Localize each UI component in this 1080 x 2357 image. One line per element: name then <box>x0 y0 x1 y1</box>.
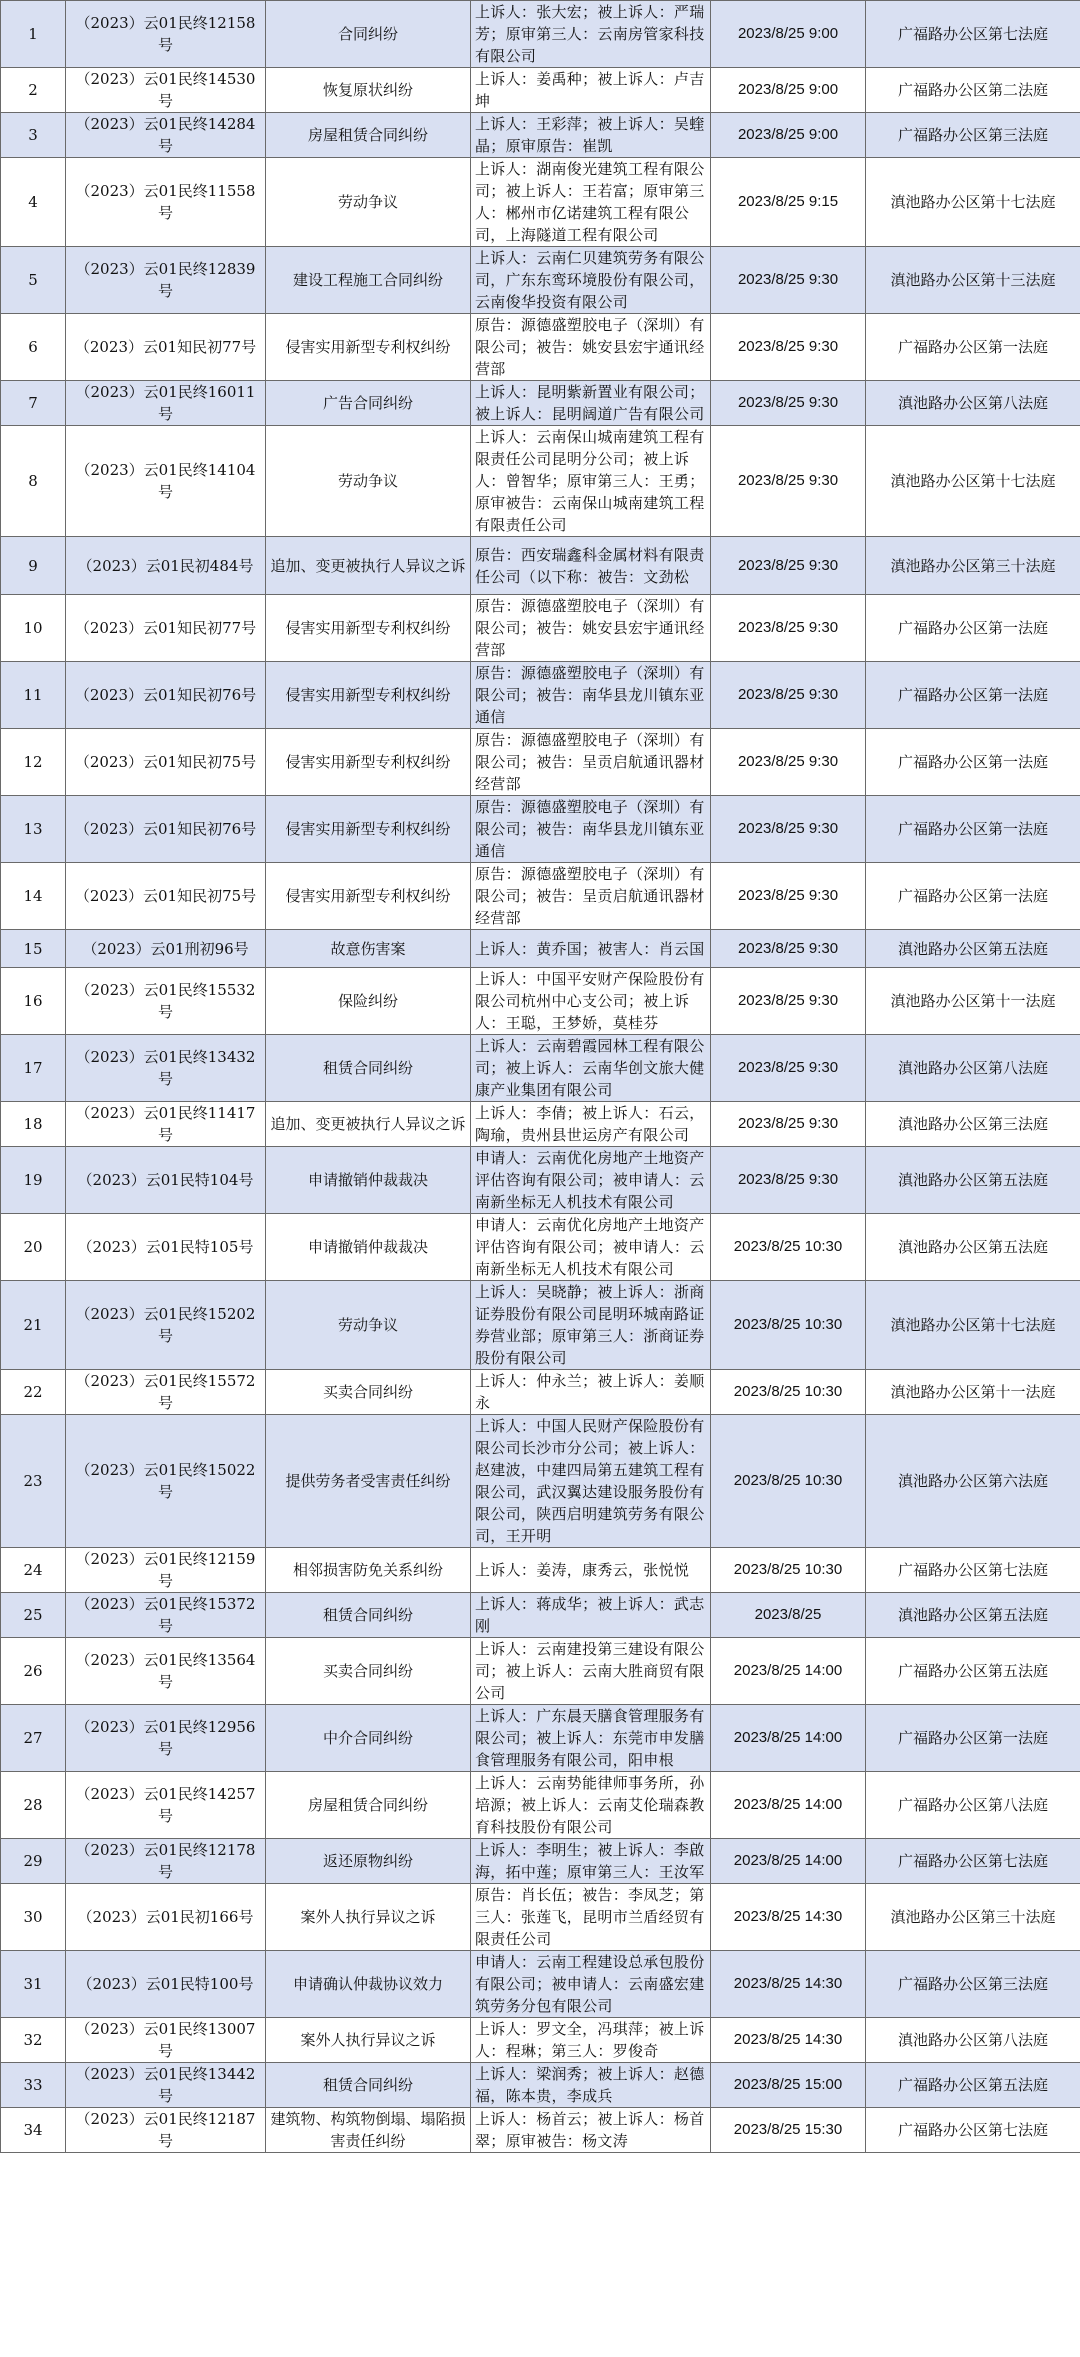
hearing-time: 2023/8/25 9:30 <box>711 537 866 595</box>
hearing-time: 2023/8/25 9:30 <box>711 930 866 968</box>
case-number: （2023）云01民终15202号 <box>66 1281 266 1370</box>
row-number: 17 <box>1 1035 66 1102</box>
hearing-time: 2023/8/25 9:30 <box>711 426 866 537</box>
hearing-time: 2023/8/25 9:00 <box>711 68 866 113</box>
row-number: 9 <box>1 537 66 595</box>
row-number: 16 <box>1 968 66 1035</box>
case-number: （2023）云01民特104号 <box>66 1147 266 1214</box>
case-cause: 买卖合同纠纷 <box>266 1370 471 1415</box>
case-parties: 申请人：云南优化房地产土地资产评估咨询有限公司；被申请人：云南新坐标无人机技术有限公司 <box>471 1214 711 1281</box>
table-row <box>1 796 1080 863</box>
case-number: （2023）云01民终12956号 <box>66 1705 266 1772</box>
courtroom: 广福路办公区第一法庭 <box>866 595 1080 662</box>
case-cause: 追加、变更被执行人异议之诉 <box>266 1102 471 1147</box>
case-number: （2023）云01刑初96号 <box>66 930 266 968</box>
hearing-time: 2023/8/25 9:30 <box>711 314 866 381</box>
hearing-time: 2023/8/25 9:30 <box>711 729 866 796</box>
case-number: （2023）云01知民初76号 <box>66 796 266 863</box>
case-parties: 上诉人：张大宏；被上诉人：严瑞芳；原审第三人：云南房管家科技有限公司 <box>471 1 711 68</box>
row-number: 11 <box>1 662 66 729</box>
hearing-time: 2023/8/25 10:30 <box>711 1281 866 1370</box>
case-parties: 原告：源德盛塑胶电子（深圳）有限公司；被告：呈贡启航通讯器材经营部 <box>471 863 711 930</box>
table-row <box>1 1281 1080 1370</box>
hearing-time: 2023/8/25 9:30 <box>711 863 866 930</box>
case-parties: 上诉人：姜涛，康秀云，张悦悦 <box>471 1548 711 1593</box>
table-row <box>1 247 1080 314</box>
case-parties: 上诉人：杨首云；被上诉人：杨首翠；原审被告：杨文涛 <box>471 2108 711 2153</box>
case-parties: 原告：源德盛塑胶电子（深圳）有限公司；被告：南华县龙川镇东亚通信 <box>471 796 711 863</box>
case-parties: 申请人：云南优化房地产土地资产评估咨询有限公司；被申请人：云南新坐标无人机技术有限公司 <box>471 1147 711 1214</box>
case-cause: 侵害实用新型专利权纠纷 <box>266 729 471 796</box>
case-parties: 上诉人：姜禹种；被上诉人：卢吉坤 <box>471 68 711 113</box>
case-cause: 提供劳务者受害责任纠纷 <box>266 1415 471 1548</box>
courtroom: 滇池路办公区第三十法庭 <box>866 537 1080 595</box>
courtroom: 广福路办公区第一法庭 <box>866 662 1080 729</box>
case-parties: 上诉人：黄乔国；被害人：肖云国 <box>471 930 711 968</box>
hearing-time: 2023/8/25 14:00 <box>711 1772 866 1839</box>
case-parties: 上诉人：云南势能律师事务所，孙培源；被上诉人：云南艾伦瑞森教育科技股份有限公司 <box>471 1772 711 1839</box>
row-number: 2 <box>1 68 66 113</box>
row-number: 34 <box>1 2108 66 2153</box>
courtroom: 滇池路办公区第三法庭 <box>866 1102 1080 1147</box>
case-cause: 申请撤销仲裁裁决 <box>266 1214 471 1281</box>
table-row <box>1 113 1080 158</box>
row-number: 5 <box>1 247 66 314</box>
case-number: （2023）云01民终14530号 <box>66 68 266 113</box>
case-cause: 保险纠纷 <box>266 968 471 1035</box>
row-number: 3 <box>1 113 66 158</box>
case-parties: 原告：源德盛塑胶电子（深圳）有限公司；被告：姚安县宏宇通讯经营部 <box>471 595 711 662</box>
case-parties: 上诉人：湖南俊光建筑工程有限公司；被上诉人：王若富；原审第三人：郴州市亿诺建筑工程有限公司，上海隧道工程有限公司 <box>471 158 711 247</box>
case-number: （2023）云01民终14104号 <box>66 426 266 537</box>
case-cause: 租赁合同纠纷 <box>266 1035 471 1102</box>
case-number: （2023）云01民终12178号 <box>66 1839 266 1884</box>
case-cause: 返还原物纠纷 <box>266 1839 471 1884</box>
case-parties: 原告：源德盛塑胶电子（深圳）有限公司；被告：南华县龙川镇东亚通信 <box>471 662 711 729</box>
case-parties: 上诉人：蒋成华；被上诉人：武志刚 <box>471 1593 711 1638</box>
case-parties: 上诉人：中国平安财产保险股份有限公司杭州中心支公司；被上诉人：王聪，王梦娇，莫桂芬 <box>471 968 711 1035</box>
table-row <box>1 1102 1080 1147</box>
row-number: 29 <box>1 1839 66 1884</box>
case-number: （2023）云01民终15022号 <box>66 1415 266 1548</box>
table-row <box>1 863 1080 930</box>
case-cause: 案外人执行异议之诉 <box>266 1884 471 1951</box>
courtroom: 滇池路办公区第八法庭 <box>866 381 1080 426</box>
case-cause: 房屋租赁合同纠纷 <box>266 113 471 158</box>
case-number: （2023）云01民终15572号 <box>66 1370 266 1415</box>
courtroom: 滇池路办公区第十一法庭 <box>866 968 1080 1035</box>
courtroom: 广福路办公区第三法庭 <box>866 113 1080 158</box>
table-row <box>1 1415 1080 1548</box>
case-number: （2023）云01民特105号 <box>66 1214 266 1281</box>
case-parties: 上诉人：罗文全，冯琪萍；被上诉人：程琳；第三人：罗俊奇 <box>471 2018 711 2063</box>
case-parties: 上诉人：李明生；被上诉人：李啟海，拓中莲；原审第三人：王汝军 <box>471 1839 711 1884</box>
table-row <box>1 314 1080 381</box>
hearing-time: 2023/8/25 10:30 <box>711 1548 866 1593</box>
case-number: （2023）云01民终13007号 <box>66 2018 266 2063</box>
case-number: （2023）云01民终13442号 <box>66 2063 266 2108</box>
row-number: 14 <box>1 863 66 930</box>
hearing-time: 2023/8/25 9:30 <box>711 968 866 1035</box>
case-cause: 侵害实用新型专利权纠纷 <box>266 595 471 662</box>
row-number: 27 <box>1 1705 66 1772</box>
table-row <box>1 1884 1080 1951</box>
case-number: （2023）云01民特100号 <box>66 1951 266 2018</box>
case-number: （2023）云01民终14284号 <box>66 113 266 158</box>
courtroom: 滇池路办公区第三十法庭 <box>866 1884 1080 1951</box>
courtroom: 广福路办公区第七法庭 <box>866 1548 1080 1593</box>
table-row <box>1 1 1080 68</box>
courtroom: 广福路办公区第一法庭 <box>866 863 1080 930</box>
courtroom: 滇池路办公区第五法庭 <box>866 1147 1080 1214</box>
case-parties: 原告：肖长伍；被告：李凤芝；第三人：张莲飞，昆明市兰盾经贸有限责任公司 <box>471 1884 711 1951</box>
case-parties: 上诉人：云南仁贝建筑劳务有限公司，广东东鸾环境股份有限公司，云南俊华投资有限公司 <box>471 247 711 314</box>
case-cause: 合同纠纷 <box>266 1 471 68</box>
row-number: 20 <box>1 1214 66 1281</box>
case-parties: 上诉人：李倩；被上诉人：石云，陶瑜，贵州县世运房产有限公司 <box>471 1102 711 1147</box>
case-number: （2023）云01民初166号 <box>66 1884 266 1951</box>
row-number: 30 <box>1 1884 66 1951</box>
table-row <box>1 1772 1080 1839</box>
table-row <box>1 158 1080 247</box>
row-number: 19 <box>1 1147 66 1214</box>
case-cause: 租赁合同纠纷 <box>266 1593 471 1638</box>
table-row <box>1 1214 1080 1281</box>
case-number: （2023）云01民终14257号 <box>66 1772 266 1839</box>
courtroom: 滇池路办公区第十七法庭 <box>866 426 1080 537</box>
row-number: 8 <box>1 426 66 537</box>
courtroom: 滇池路办公区第五法庭 <box>866 930 1080 968</box>
courtroom: 广福路办公区第三法庭 <box>866 1951 1080 2018</box>
case-parties: 上诉人：吴晓静；被上诉人：浙商证券股份有限公司昆明环城南路证券营业部；原审第三人：浙商证券股份有限公司 <box>471 1281 711 1370</box>
case-cause: 侵害实用新型专利权纠纷 <box>266 662 471 729</box>
case-number: （2023）云01知民初76号 <box>66 662 266 729</box>
case-cause: 劳动争议 <box>266 426 471 537</box>
courtroom: 滇池路办公区第五法庭 <box>866 1593 1080 1638</box>
case-parties: 上诉人：王彩萍；被上诉人：吴蝰晶；原审原告：崔凯 <box>471 113 711 158</box>
courtroom: 滇池路办公区第六法庭 <box>866 1415 1080 1548</box>
case-parties: 上诉人：仲永兰；被上诉人：姜顺永 <box>471 1370 711 1415</box>
case-cause: 追加、变更被执行人异议之诉 <box>266 537 471 595</box>
case-parties: 原告：西安瑞鑫科金属材料有限责任公司（以下称：被告：文劲松 <box>471 537 711 595</box>
case-number: （2023）云01民终13564号 <box>66 1638 266 1705</box>
hearing-time: 2023/8/25 9:00 <box>711 1 866 68</box>
case-cause: 劳动争议 <box>266 158 471 247</box>
case-number: （2023）云01民终11417号 <box>66 1102 266 1147</box>
hearing-time: 2023/8/25 9:30 <box>711 1102 866 1147</box>
hearing-time: 2023/8/25 15:00 <box>711 2063 866 2108</box>
table-row <box>1 1370 1080 1415</box>
hearing-time: 2023/8/25 15:30 <box>711 2108 866 2153</box>
table-row <box>1 381 1080 426</box>
case-cause: 建筑物、构筑物倒塌、塌陷损害责任纠纷 <box>266 2108 471 2153</box>
hearing-time: 2023/8/25 14:00 <box>711 1705 866 1772</box>
case-cause: 故意伤害案 <box>266 930 471 968</box>
hearing-time: 2023/8/25 9:00 <box>711 113 866 158</box>
case-cause: 相邻损害防免关系纠纷 <box>266 1548 471 1593</box>
case-cause: 侵害实用新型专利权纠纷 <box>266 863 471 930</box>
row-number: 22 <box>1 1370 66 1415</box>
case-cause: 建设工程施工合同纠纷 <box>266 247 471 314</box>
courtroom: 滇池路办公区第八法庭 <box>866 2018 1080 2063</box>
table-row <box>1 1951 1080 2018</box>
case-number: （2023）云01民终15532号 <box>66 968 266 1035</box>
row-number: 18 <box>1 1102 66 1147</box>
case-number: （2023）云01民终13432号 <box>66 1035 266 1102</box>
case-cause: 申请确认仲裁协议效力 <box>266 1951 471 2018</box>
case-parties: 上诉人：昆明紫新置业有限公司；被上诉人：昆明阔道广告有限公司 <box>471 381 711 426</box>
hearing-time: 2023/8/25 9:30 <box>711 662 866 729</box>
courtroom: 滇池路办公区第十七法庭 <box>866 158 1080 247</box>
table-row <box>1 729 1080 796</box>
hearing-time: 2023/8/25 14:00 <box>711 1638 866 1705</box>
case-parties: 上诉人：广东晨天膳食管理服务有限公司；被上诉人：东莞市申发膳食管理服务有限公司，阳申根 <box>471 1705 711 1772</box>
row-number: 23 <box>1 1415 66 1548</box>
case-cause: 侵害实用新型专利权纠纷 <box>266 314 471 381</box>
row-number: 4 <box>1 158 66 247</box>
courtroom: 广福路办公区第七法庭 <box>866 1 1080 68</box>
case-number: （2023）云01知民初77号 <box>66 314 266 381</box>
courtroom: 广福路办公区第七法庭 <box>866 1839 1080 1884</box>
table-row <box>1 1705 1080 1772</box>
hearing-time: 2023/8/25 9:30 <box>711 796 866 863</box>
row-number: 25 <box>1 1593 66 1638</box>
row-number: 13 <box>1 796 66 863</box>
table-row <box>1 1147 1080 1214</box>
case-cause: 劳动争议 <box>266 1281 471 1370</box>
courtroom: 广福路办公区第八法庭 <box>866 1772 1080 1839</box>
case-cause: 买卖合同纠纷 <box>266 1638 471 1705</box>
hearing-time: 2023/8/25 9:30 <box>711 1147 866 1214</box>
table-row <box>1 930 1080 968</box>
table-row <box>1 968 1080 1035</box>
row-number: 10 <box>1 595 66 662</box>
courtroom: 广福路办公区第一法庭 <box>866 1705 1080 1772</box>
row-number: 32 <box>1 2018 66 2063</box>
row-number: 28 <box>1 1772 66 1839</box>
courtroom: 滇池路办公区第十三法庭 <box>866 247 1080 314</box>
table-row <box>1 2018 1080 2063</box>
hearing-time: 2023/8/25 14:00 <box>711 1839 866 1884</box>
row-number: 33 <box>1 2063 66 2108</box>
case-number: （2023）云01民终12839号 <box>66 247 266 314</box>
row-number: 7 <box>1 381 66 426</box>
case-number: （2023）云01民初484号 <box>66 537 266 595</box>
hearing-time: 2023/8/25 9:30 <box>711 381 866 426</box>
hearing-time: 2023/8/25 9:30 <box>711 1035 866 1102</box>
case-number: （2023）云01知民初77号 <box>66 595 266 662</box>
case-parties: 申请人：云南工程建设总承包股份有限公司；被申请人：云南盛宏建筑劳务分包有限公司 <box>471 1951 711 2018</box>
case-cause: 案外人执行异议之诉 <box>266 2018 471 2063</box>
hearing-time: 2023/8/25 10:30 <box>711 1415 866 1548</box>
courtroom: 广福路办公区第五法庭 <box>866 1638 1080 1705</box>
row-number: 26 <box>1 1638 66 1705</box>
case-number: （2023）云01民终12159号 <box>66 1548 266 1593</box>
row-number: 6 <box>1 314 66 381</box>
case-number: （2023）云01民终15372号 <box>66 1593 266 1638</box>
case-number: （2023）云01知民初75号 <box>66 863 266 930</box>
case-number: （2023）云01知民初75号 <box>66 729 266 796</box>
row-number: 15 <box>1 930 66 968</box>
hearing-time: 2023/8/25 10:30 <box>711 1370 866 1415</box>
courtroom: 广福路办公区第二法庭 <box>866 68 1080 113</box>
table-row <box>1 1593 1080 1638</box>
case-parties: 原告：源德盛塑胶电子（深圳）有限公司；被告：姚安县宏宇通讯经营部 <box>471 314 711 381</box>
table-row <box>1 1638 1080 1705</box>
hearing-time: 2023/8/25 14:30 <box>711 1884 866 1951</box>
case-cause: 中介合同纠纷 <box>266 1705 471 1772</box>
table-row <box>1 1035 1080 1102</box>
case-parties: 上诉人：云南碧霞园林工程有限公司；被上诉人：云南华创文旅大健康产业集团有限公司 <box>471 1035 711 1102</box>
case-number: （2023）云01民终11558号 <box>66 158 266 247</box>
table-row <box>1 426 1080 537</box>
hearing-time: 2023/8/25 <box>711 1593 866 1638</box>
hearing-time: 2023/8/25 9:15 <box>711 158 866 247</box>
row-number: 12 <box>1 729 66 796</box>
hearing-time: 2023/8/25 14:30 <box>711 1951 866 2018</box>
case-cause: 恢复原状纠纷 <box>266 68 471 113</box>
row-number: 1 <box>1 1 66 68</box>
table-row <box>1 2063 1080 2108</box>
hearing-time: 2023/8/25 9:30 <box>711 247 866 314</box>
row-number: 24 <box>1 1548 66 1593</box>
case-cause: 广告合同纠纷 <box>266 381 471 426</box>
courtroom: 广福路办公区第一法庭 <box>866 729 1080 796</box>
courtroom: 滇池路办公区第五法庭 <box>866 1214 1080 1281</box>
case-number: （2023）云01民终16011号 <box>66 381 266 426</box>
hearing-time: 2023/8/25 14:30 <box>711 2018 866 2063</box>
case-number: （2023）云01民终12187号 <box>66 2108 266 2153</box>
table-row <box>1 2108 1080 2153</box>
case-cause: 租赁合同纠纷 <box>266 2063 471 2108</box>
courtroom: 广福路办公区第五法庭 <box>866 2063 1080 2108</box>
courtroom: 广福路办公区第七法庭 <box>866 2108 1080 2153</box>
table-row <box>1 1839 1080 1884</box>
case-parties: 原告：源德盛塑胶电子（深圳）有限公司；被告：呈贡启航通讯器材经营部 <box>471 729 711 796</box>
case-cause: 侵害实用新型专利权纠纷 <box>266 796 471 863</box>
courtroom: 滇池路办公区第八法庭 <box>866 1035 1080 1102</box>
table-row <box>1 68 1080 113</box>
table-row <box>1 537 1080 595</box>
case-cause: 申请撤销仲裁裁决 <box>266 1147 471 1214</box>
row-number: 31 <box>1 1951 66 2018</box>
case-parties: 上诉人：云南保山城南建筑工程有限责任公司昆明分公司；被上诉人：曾智华；原审第三人：王勇；原审被告：云南保山城南建筑工程有限责任公司 <box>471 426 711 537</box>
case-parties: 上诉人：云南建投第三建设有限公司；被上诉人：云南大胜商贸有限公司 <box>471 1638 711 1705</box>
hearing-time: 2023/8/25 10:30 <box>711 1214 866 1281</box>
row-number: 21 <box>1 1281 66 1370</box>
table-row <box>1 1548 1080 1593</box>
schedule-body <box>1 1 1080 2153</box>
table-row <box>1 595 1080 662</box>
courtroom: 滇池路办公区第十七法庭 <box>866 1281 1080 1370</box>
table-row <box>1 662 1080 729</box>
courtroom: 广福路办公区第一法庭 <box>866 314 1080 381</box>
case-parties: 上诉人：中国人民财产保险股份有限公司长沙市分公司；被上诉人：赵建波，中建四局第五建筑工程有限公司，武汉翼达建设服务股份有限公司，陕西启明建筑劳务有限公司，王开明 <box>471 1415 711 1548</box>
case-parties: 上诉人：梁润秀；被上诉人：赵德福，陈本贵，李成兵 <box>471 2063 711 2108</box>
courtroom: 滇池路办公区第十一法庭 <box>866 1370 1080 1415</box>
hearing-time: 2023/8/25 9:30 <box>711 595 866 662</box>
case-number: （2023）云01民终12158号 <box>66 1 266 68</box>
case-cause: 房屋租赁合同纠纷 <box>266 1772 471 1839</box>
courtroom: 广福路办公区第一法庭 <box>866 796 1080 863</box>
